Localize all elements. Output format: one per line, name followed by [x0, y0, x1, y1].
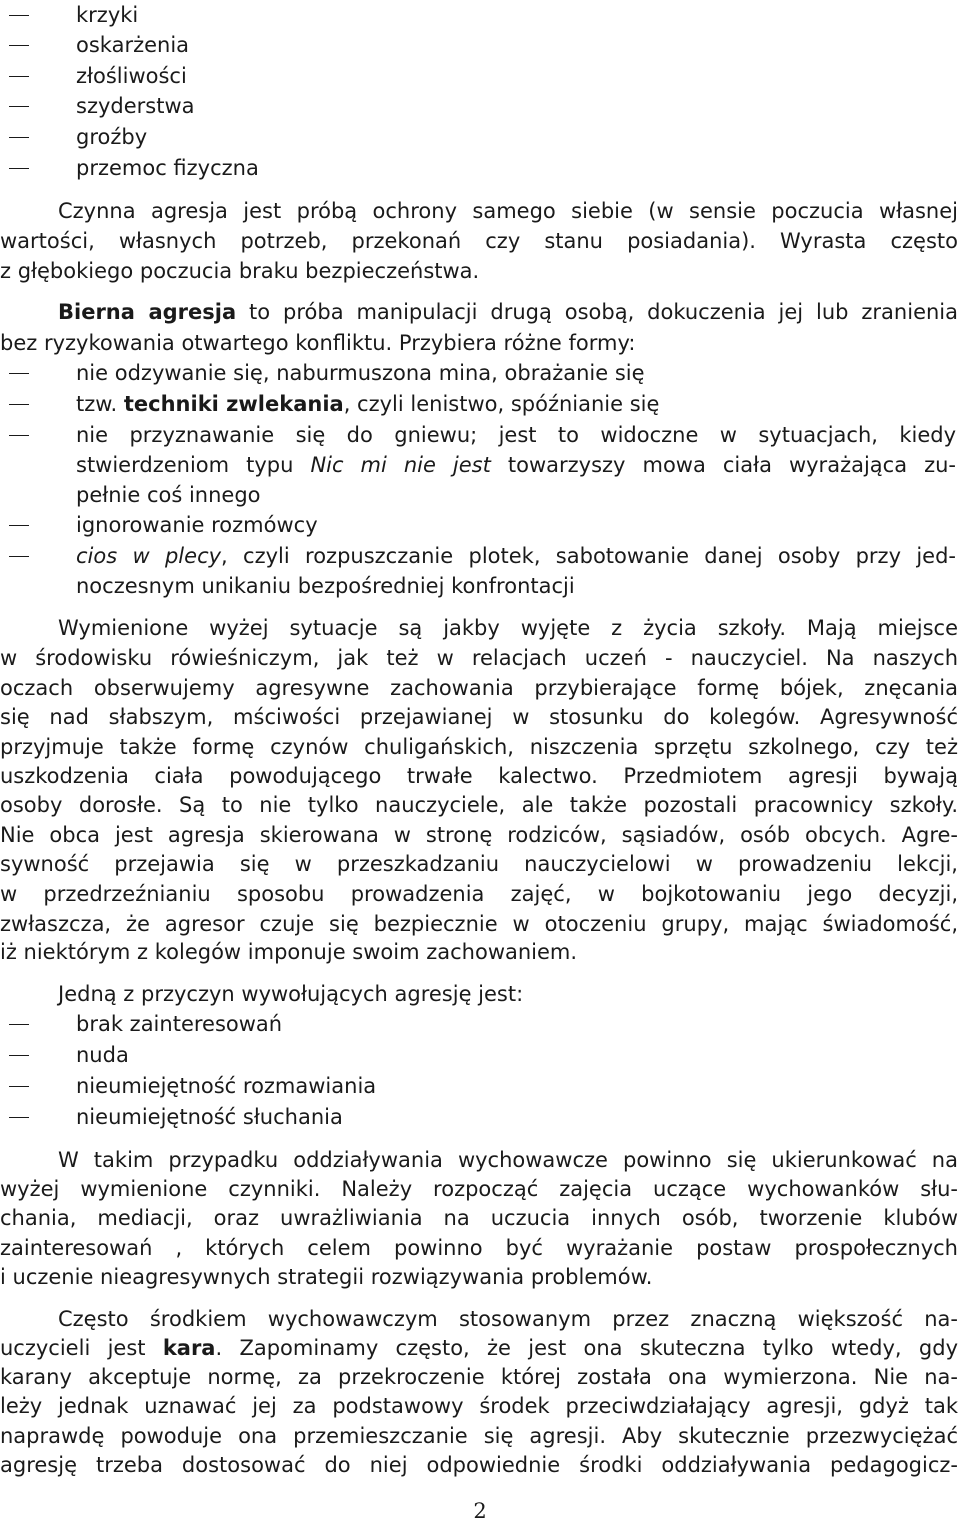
- dash-icon: [9, 373, 29, 374]
- dash-icon: [9, 1117, 29, 1118]
- paragraph-line: przyjmuje także formę czynów chuligańskich, niszczenia sprzętu szkolnego, czy też: [0, 735, 958, 759]
- paragraph-text: uczycieli jest: [0, 1336, 163, 1360]
- term-bold: Bierna agresja: [58, 300, 237, 324]
- list-item: [76, 541, 956, 571]
- paragraph-line: chania, mediacji, oraz uwrażliwiania na uczucia innych osób, tworzenie klubów: [0, 1206, 958, 1230]
- list-item-text: tzw.: [76, 392, 124, 416]
- paragraph-text: to próba manipulacji drugą osobą, dokuczenia jej lub zranienia: [236, 300, 958, 324]
- dash-icon: [9, 1086, 29, 1087]
- list-item: szyderstwa: [76, 94, 195, 118]
- paragraph-line: leży jednak uznawać jej za podstawowy środek przeciwdziałający agresji, gdyż tak: [0, 1394, 958, 1418]
- dash-icon: [9, 168, 29, 169]
- list-item-text: , czyli rozpuszczanie plotek, sabotowanie danej osoby przy jed-: [221, 544, 956, 568]
- paragraph-line: się nad słabszym, mściwości przejawianej w stosunku do kolegów. Agresywność: [0, 705, 958, 729]
- paragraph-line: wyżej wymienione czynniki. Należy rozpocząć zajęcia uczące wychowanków słu-: [0, 1177, 958, 1201]
- list-intro: Jedną z przyczyn wywołujących agresję jest:: [58, 982, 524, 1006]
- paragraph-line: w środowisku rówieśniczym, jak też w relacjach uczeń - nauczyciel. Na naszych: [0, 646, 958, 670]
- list-item: krzyki: [76, 3, 139, 27]
- paragraph-line: [0, 1333, 958, 1363]
- paragraph-text: . Zapominamy często, że jest ona skuteczna tylko wtedy, gdy: [215, 1336, 958, 1360]
- dash-icon: [9, 15, 29, 16]
- dash-icon: [9, 525, 29, 526]
- paragraph-line: sywność przejawia się w przeszkadzaniu nauczycielowi w prowadzeniu lekcji,: [0, 852, 958, 876]
- dash-icon: [9, 404, 29, 405]
- list-item-continuation: [76, 450, 956, 480]
- paragraph-line: zainteresowań , których celem powinno być wyrażanie postaw prospołecznych: [0, 1236, 958, 1260]
- dash-icon: [9, 1055, 29, 1056]
- paragraph-line: [58, 297, 958, 327]
- paragraph-line: Czynna agresja jest próbą ochrony samego siebie (w sensie poczucia własnej: [58, 199, 958, 223]
- paragraph-line: z głębokiego poczucia braku bezpieczeństwa.: [0, 259, 480, 283]
- page-number: 2: [473, 1499, 487, 1523]
- paragraph-line: karany akceptuje normę, za przekroczenie której została ona wymierzona. Nie na-: [0, 1365, 958, 1389]
- emphasis-italic: cios w plecy: [76, 544, 222, 568]
- paragraph-line: agresję trzeba dostosować do niej odpowiednie środki oddziaływania pedagogicz-: [0, 1453, 958, 1477]
- list-item: nie odzywanie się, naburmuszona mina, obrażanie się: [76, 361, 645, 385]
- paragraph-line: bez ryzykowania otwartego konfliktu. Przybiera różne formy:: [0, 331, 636, 355]
- list-item: oskarżenia: [76, 33, 190, 57]
- term-bold: kara: [162, 1336, 216, 1360]
- list-item-text: stwierdzeniom typu: [76, 453, 311, 477]
- list-item: nieumiejętność rozmawiania: [76, 1074, 377, 1098]
- list-item: ignorowanie rozmówcy: [76, 513, 318, 537]
- dash-icon: [9, 45, 29, 46]
- paragraph-line: Nie obca jest agresja skierowana w stronę rodziców, sąsiadów, osób obcych. Agre-: [0, 823, 958, 847]
- paragraph-line: oczach obserwujemy agresywne zachowania przybierające formę bójek, znęcania: [0, 676, 958, 700]
- list-item: przemoc fizyczna: [76, 156, 259, 180]
- list-item: groźby: [76, 125, 148, 149]
- list-item-continuation: pełnie coś innego: [76, 483, 261, 507]
- paragraph-line: Wymienione wyżej sytuacje są jakby wyjęte z życia szkoły. Mają miejsce: [58, 616, 958, 640]
- dash-icon: [9, 1024, 29, 1025]
- paragraph-line: zwłaszcza, że agresor czuje się bezpiecznie w otoczeniu grupy, mając świadomość,: [0, 912, 958, 936]
- dash-icon: [9, 106, 29, 107]
- list-item: nieumiejętność słuchania: [76, 1105, 343, 1129]
- list-item: nuda: [76, 1043, 129, 1067]
- list-item-text: , czyli lenistwo, spóźnianie się: [343, 392, 660, 416]
- paragraph-line: Często środkiem wychowawczym stosowanym przez znaczną większość na-: [58, 1307, 958, 1331]
- dash-icon: [9, 76, 29, 77]
- list-item-text: towarzyszy mowa ciała wyrażająca zu-: [490, 453, 956, 477]
- paragraph-line: uszkodzenia ciała powodującego trwałe kalectwo. Przedmiotem agresji bywają: [0, 764, 958, 788]
- list-item-continuation: noczesnym unikaniu bezpośredniej konfrontacji: [76, 574, 575, 598]
- paragraph-line: W takim przypadku oddziaływania wychowawcze powinno się ukierunkować na: [58, 1148, 958, 1172]
- paragraph-line: wartości, własnych potrzeb, przekonań czy stanu posiadania). Wyrasta często: [0, 229, 958, 253]
- list-item: złośliwości: [76, 64, 187, 88]
- list-item: brak zainteresowań: [76, 1012, 283, 1036]
- paragraph-line: naprawdę powoduje ona przemieszczanie się agresji. Aby skutecznie przezwyciężać: [0, 1424, 958, 1448]
- paragraph-line: w przedrzeźnianiu sposobu prowadzenia zajęć, w bojkotowaniu jego decyzji,: [0, 882, 958, 906]
- dash-icon: [9, 435, 29, 436]
- list-item: nie przyznawanie się do gniewu; jest to widoczne w sytuacjach, kiedy: [76, 423, 956, 447]
- paragraph-line: osoby dorosłe. Są to nie tylko nauczyciele, ale także pozostali pracownicy szkoły.: [0, 793, 958, 817]
- paragraph-line: iż niektórym z kolegów imponuje swoim zachowaniem.: [0, 940, 578, 964]
- list-item: [76, 389, 659, 419]
- paragraph-line: i uczenie nieagresywnych strategii rozwiązywania problemów.: [0, 1265, 653, 1289]
- term-bold: techniki zwlekania: [123, 392, 344, 416]
- dash-icon: [9, 137, 29, 138]
- dash-icon: [9, 556, 29, 557]
- emphasis-italic: Nic mi nie jest: [310, 453, 491, 477]
